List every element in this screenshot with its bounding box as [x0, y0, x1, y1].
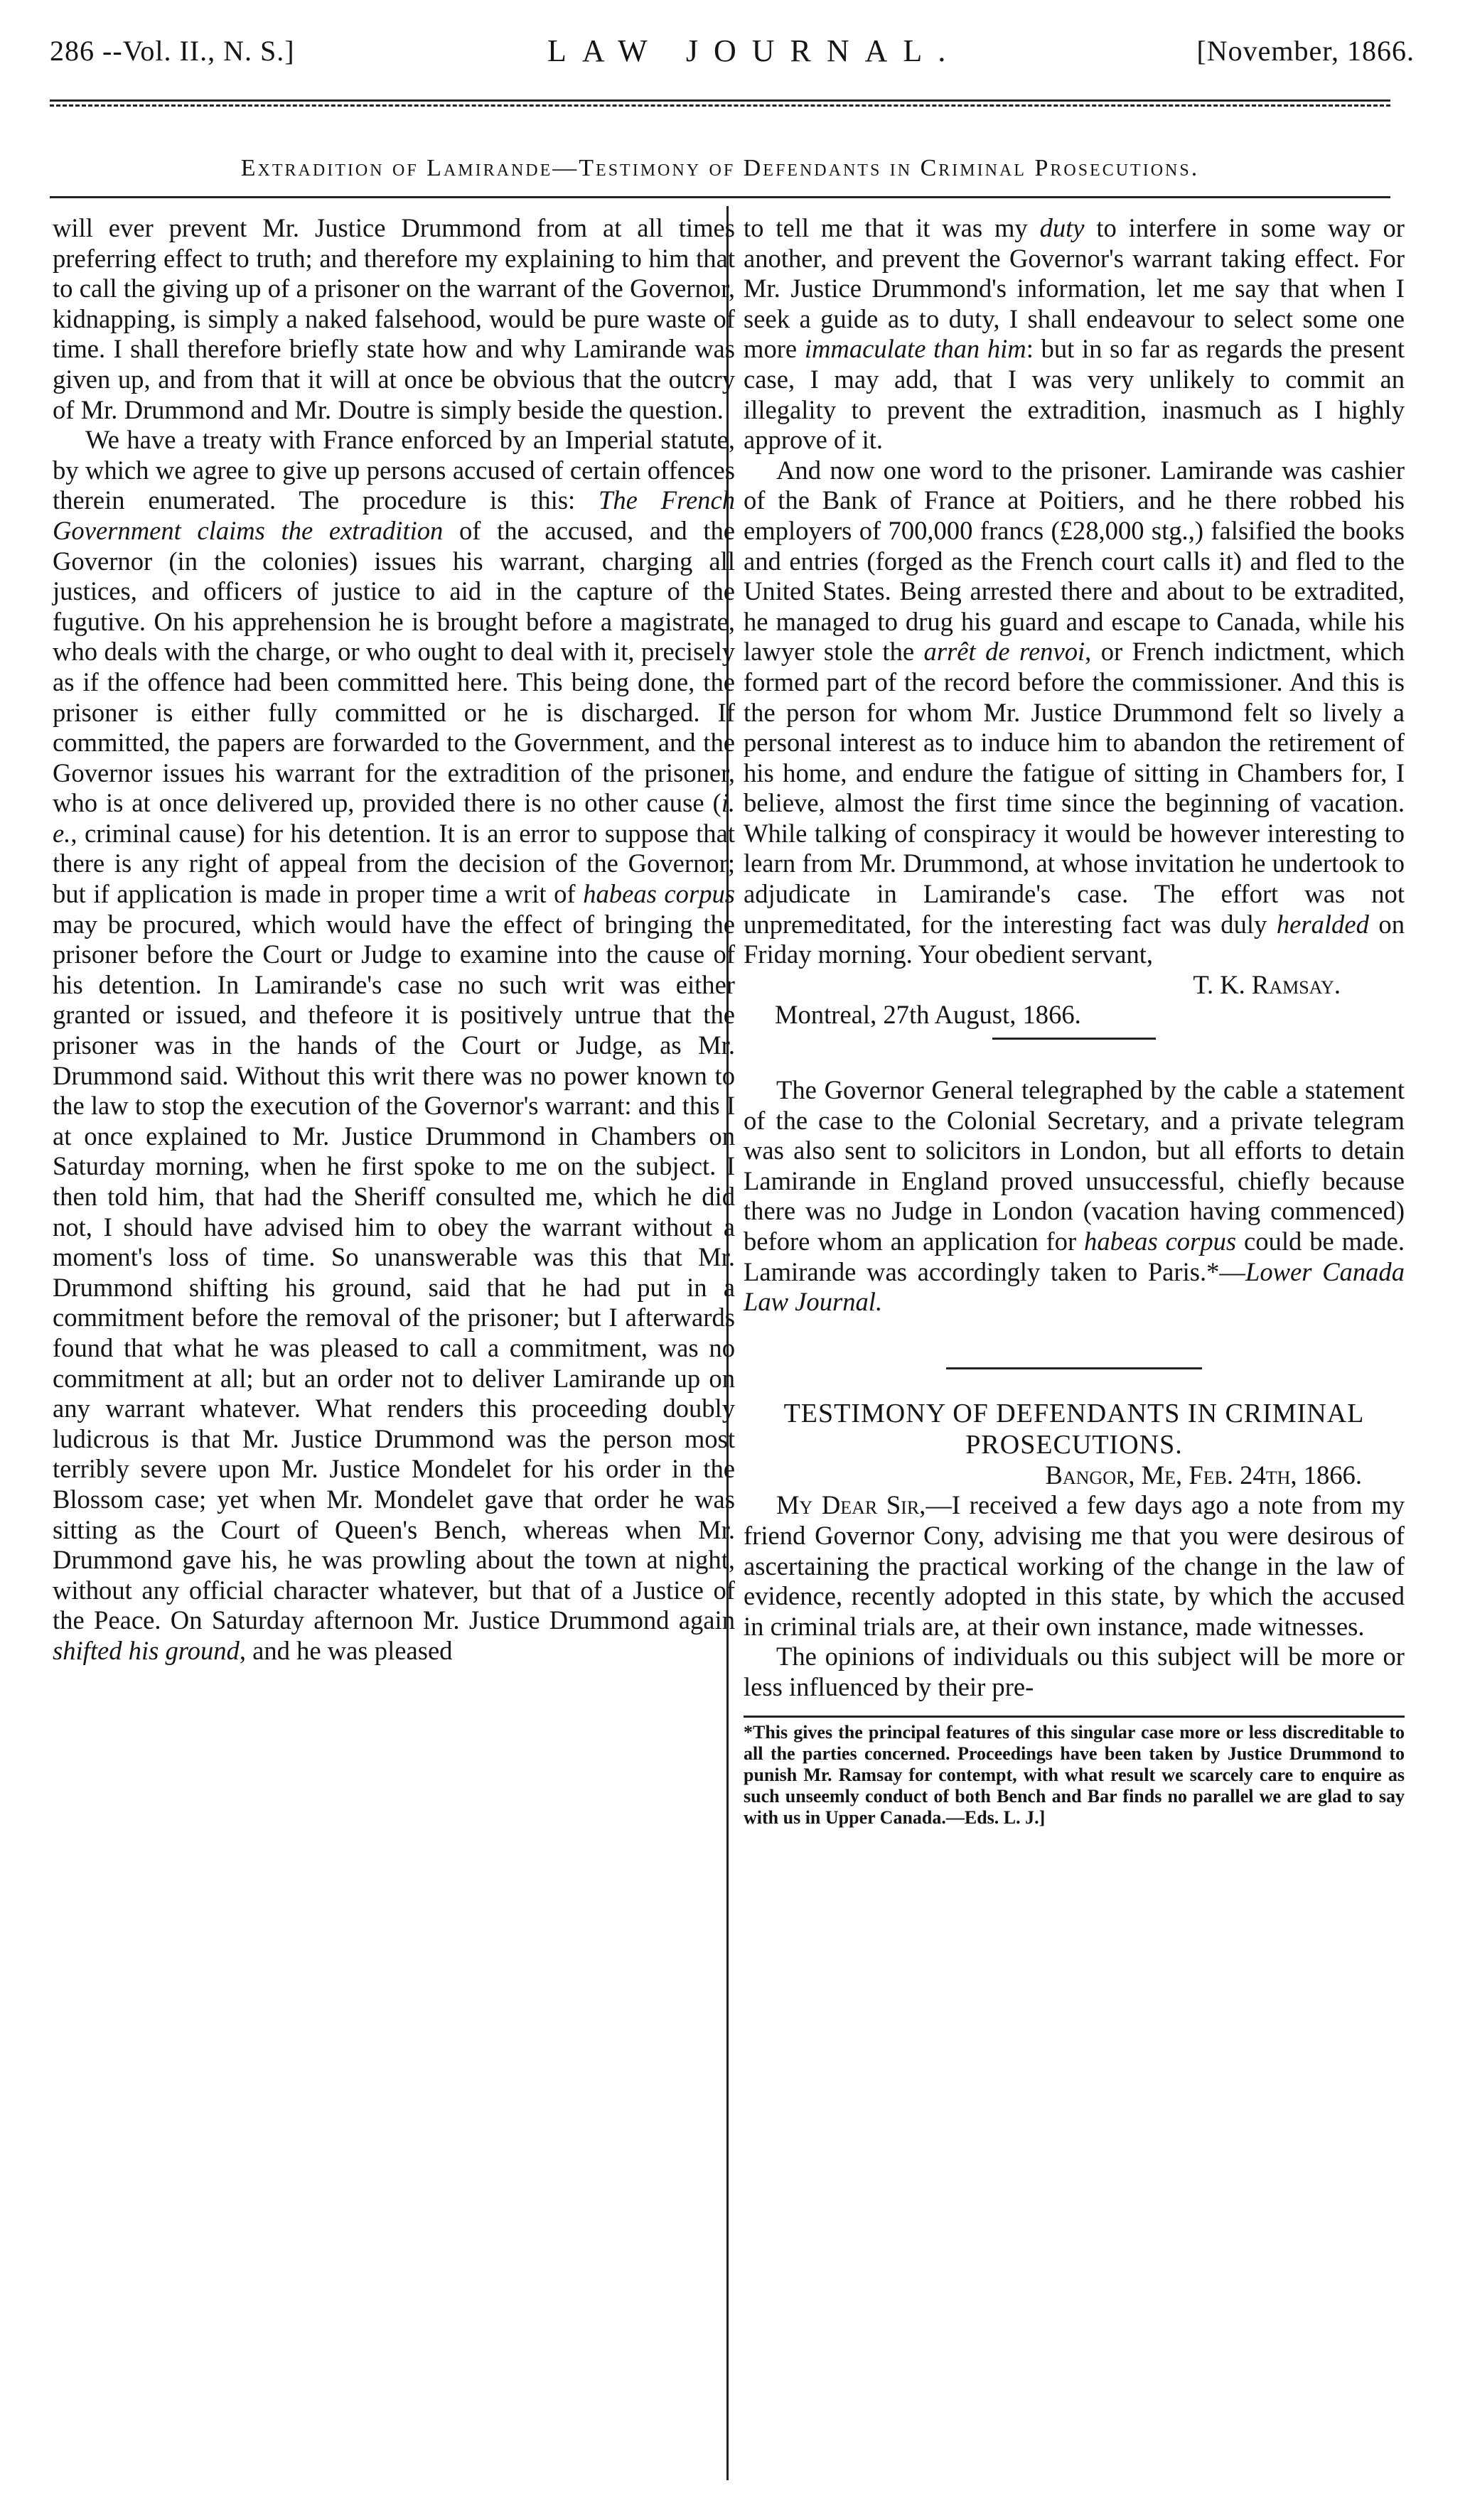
italic-run: Lower Canada Law Journal.: [744, 1256, 1405, 1317]
running-head: [21, 34, 1415, 84]
issue-date: [November, 1866.: [1196, 35, 1415, 67]
footnote: *This gives the principal features of this singular case more or less discreditable to all the parties concerned. Proceedings have been taken by Justice Drummond to punish Mr. Ramsay for contempt, with what result we scarcely care to enquire as such unseemly conduct of both Bench and Bar finds no parallel we are glad to say with us in Upper Canada.—Eds. L. J.]: [744, 1721, 1405, 1828]
left-paragraph-1: will ever prevent Mr. Justice Drummond from at all times preferring effect to truth; and therefore my explaining to him that to call the giving up of a prisoner on the warrant of the Governor, kidnapping, is simply a naked falsehood, would be pure waste of time. I shall therefore briefly state how and why Lamirande was given up, and from that it will at once be obvious that the outcry of Mr. Drummond and Mr. Doutre is simply beside the question.: [53, 213, 735, 424]
text-run: And now one word to the prisoner. Lamirande was cashier of the Bank of France at Poitiers, and he there robbed his employers of 700,000 francs (£28,000 stg.,) falsified the books and entries (forged as the French court calls it) and fled to the United States. Being arrested there and about to be extradited, he managed to drug his guard and escape to Canada, while his lawyer stole the: [744, 455, 1405, 667]
article-divider: [946, 1367, 1202, 1369]
italic-run: heralded: [1276, 909, 1369, 939]
italic-run: i. e.: [53, 788, 735, 848]
right-column: [744, 213, 1405, 1829]
text-run: could be made. Lamirande was accordingly taken to Paris.*—: [744, 1227, 1405, 1286]
italic-run: duty: [1039, 213, 1085, 242]
right-paragraph-5: The opinions of individuals ou this subject will be more or less influenced by their pre-: [744, 1642, 1405, 1701]
text-run: , criminal cause) for his detention. It is an error to suppose that there is any right of appeal from the decision of the Governor; but if application is made in proper time a writ of: [53, 818, 735, 909]
text-run: of the accused, and the Governor (in the colonies) issues his warrant, charging all justices, and officers of justice to aid in the capture of the fugutive. On his apprehension he is brought before a magistrate, who deals with the charge, or who ought to deal with it, precisely as if the offence had been committed here. This being done, the prisoner is either fully committed or he is discharged. If committed, the papers are forwarded to the Government, and the Governor issues his warrant for the extradition of the prisoner, who is at once delivered up, provided there is no other cause (: [53, 515, 735, 818]
text-run: may be procured, which would have the effect of bringing the prisoner before the Court or Judge to examine into the cause of his detention. In Lamirande's case no such writ was either granted or issued, and thefeore it is positively untrue that the prisoner was in the hands of the Court or Judge, as Mr. Drummond said. Without this writ there was no power known to the law to stop the execution of the Governor's warrant: and this I at once explained to Mr. Justice Drummond in Chambers on Saturday morning, when he first spoke to me on the subject. I then told him, that had the Sheriff consulted me, which he did not, I should have advised him to obey the warrant without a moment's loss of time. So unanswerable was this that Mr. Drummond shifting his ground, said that he had put in a commitment before the removal of the prisoner; but I afterwards found that what he was pleased to call a commitment, was no commitment at all; but an order not to deliver Lamirande up on any warrant whatever. What renders this proceeding doubly ludicrous is that Mr. Justice Drummond was the person most terribly severe upon Mr. Justice Mondelet for his order in the Blossom case; yet when Mr. Mondelet gave that order he was sitting as the Court of Queen's Bench, whereas when Mr. Drummond gave his, he was prowling about the town at night, without any official character whatever, but that of a Justice of the Peace. On Saturday afternoon Mr. Justice Drummond again: [53, 909, 735, 1635]
text-run: to interfere in some way or another, and prevent the Governor's warrant taking effect. For Mr. Justice Drummond's information, let me say that when I seek a guide as to duty, I shall endeavour to select some one more: [744, 213, 1405, 364]
italic-run: arrêt de renvoi: [923, 637, 1085, 667]
right-paragraph-1: [744, 213, 1405, 456]
italic-run: immaculate than him: [804, 334, 1026, 364]
article-title: TESTIMONY OF DEFENDANTS IN CRIMINAL PROSECUTIONS.: [783, 1398, 1365, 1460]
right-paragraph-3: [744, 1075, 1405, 1318]
place-date: Bangor, Me, Feb. 24th, 1866.: [1045, 1460, 1362, 1490]
page-number-volume: 286 --Vol. II., N. S.]: [50, 35, 295, 67]
header-rule: [50, 99, 1390, 107]
letter-dateline: Montreal, 27th August, 1866.: [775, 1000, 1081, 1030]
text-run: The Governor General telegraphed by the cable a statement of the case to the Colonial Secretary, and a private telegram was also sent to solicitors in London, but all efforts to detain Lamirande in England proved unsuccessful, chiefly because there was no Judge in London (vacation having commenced) before whom an application for: [744, 1075, 1405, 1256]
italic-run: habeas corpus: [1084, 1227, 1237, 1256]
section-heading: Extradition of Lamirande—Testimony of Defendants in Criminal Prosecutions.: [240, 155, 1200, 181]
letter-signature: T. K. Ramsay.: [1193, 969, 1341, 999]
right-paragraph-4: [744, 1490, 1405, 1642]
section-divider: [992, 1038, 1156, 1040]
text-run: on Friday morning. Your obedient servant,: [744, 909, 1405, 969]
italic-run: habeas corpus: [583, 879, 736, 909]
italic-run: The French Government claims the extradition: [53, 485, 735, 545]
text-run: : but in so far as regards the present case, I may add, that I was very unlikely to commit an illegality to prevent the extradition, inasmuch as I highly approve of it.: [744, 334, 1405, 455]
salutation: My Dear Sir,: [776, 1490, 926, 1520]
left-paragraph-2: [53, 425, 735, 1666]
section-rule: [50, 196, 1390, 198]
text-run: , and he was pleased: [239, 1635, 453, 1665]
journal-title: LAW JOURNAL.: [547, 33, 962, 68]
text-run: —I received a few days ago a note from my friend Governor Cony, advising me that you were desirous of ascertaining the practical working of the change in the law of evidence, recently adopted in this state, by which the accused in criminal trials are, at their own instance, made witnesses.: [744, 1490, 1405, 1641]
left-column: [53, 213, 735, 1666]
text-run: We have a treaty with France enforced by an Imperial statute, by which we agree to give up persons accused of certain offences therein enumerated. The procedure is this:: [53, 425, 735, 515]
text-run: , or French indictment, which formed part of the record before the commissioner. And this is the person for whom Mr. Justice Drummond felt so lively a personal interest as to induce him to abandon the retirement of his home, and endure the fatigue of sitting in Chambers for, I believe, almost the first time since the beginning of vacation. While talking of conspiracy it would be however interesting to learn from Mr. Drummond, at whose invitation he undertook to adjudicate in Lamirande's case. The effort was not unpremeditated, for the interesting fact was duly: [744, 637, 1405, 939]
italic-run: shifted his ground: [53, 1635, 240, 1665]
footnote-rule: [744, 1716, 1405, 1718]
right-paragraph-2: [744, 456, 1405, 970]
text-run: to tell me that it was my: [744, 213, 1040, 242]
